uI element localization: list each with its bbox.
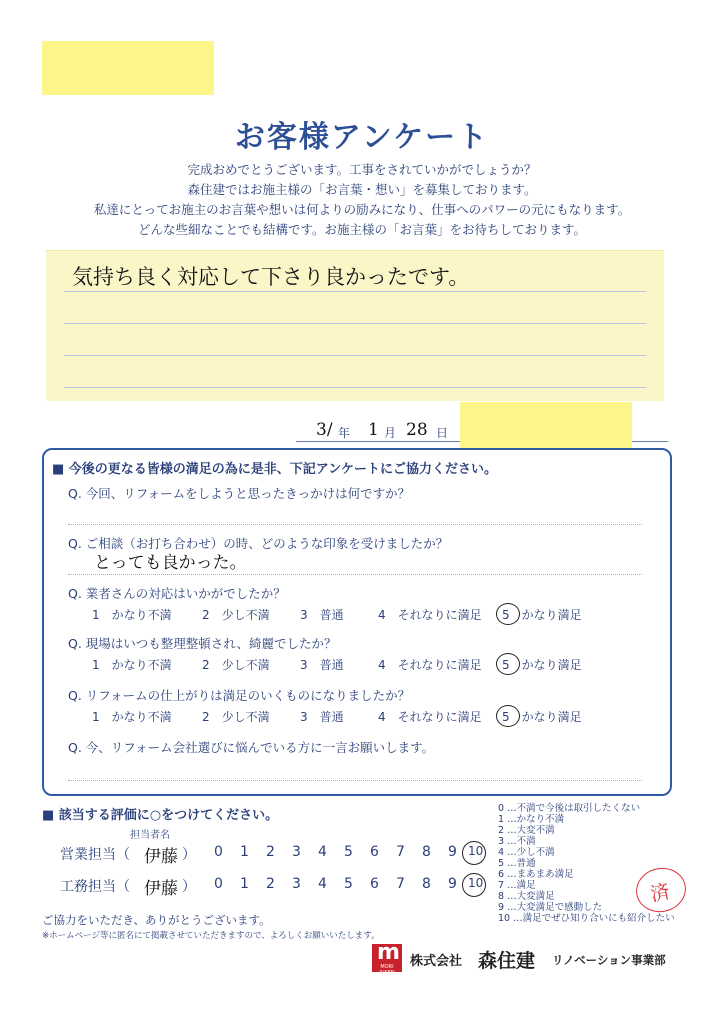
rating-number-10[interactable]: 10 [468, 876, 484, 890]
date-month-unit: 月 [384, 426, 397, 440]
rating-number-2[interactable]: 2 [266, 876, 275, 892]
legend-item: 1 …かなり不満 [498, 814, 565, 825]
legend-item: 5 …普通 [498, 858, 536, 869]
rating-number-7[interactable]: 7 [396, 876, 405, 892]
date-year-unit: 年 [338, 426, 351, 440]
selected-circle-mark [462, 841, 486, 865]
rating-row-staff-name: 伊藤 [144, 847, 178, 867]
rating-number-4[interactable]: 4 [318, 876, 327, 892]
rating-numbers [214, 844, 484, 864]
rating-number-3[interactable]: 3 [292, 844, 301, 860]
legend-item: 6 …まあまあ満足 [498, 869, 574, 880]
date-day-value: 28 [406, 420, 428, 440]
option-5[interactable]: 5 かなり満足 [502, 658, 582, 672]
question-5: Q. リフォームの仕上がりは満足のいくものになりましたか？ [68, 688, 411, 703]
legend-item: 3 …不満 [498, 836, 536, 847]
intro-line-2: 森住建ではお施主様の「お言葉・想い」を募集しております。 [187, 182, 537, 197]
date-year-value: 3/ [316, 420, 333, 440]
survey-box [42, 448, 672, 796]
comment-box [46, 250, 664, 401]
thanks-text: ご協力をいただき、ありがとうございます。 [42, 913, 271, 927]
highlight-redaction-date [460, 402, 632, 454]
comment-rule [64, 323, 646, 324]
legend-item: 8 …大変満足 [498, 891, 555, 902]
option-5[interactable]: 5 かなり満足 [502, 608, 582, 622]
company-logo [372, 940, 402, 976]
rating-number-1[interactable]: 1 [240, 876, 249, 892]
legend-item: 9 …大変満足で感動した [498, 902, 603, 913]
rating-row-sales [60, 842, 484, 867]
question-1: Q. 今回、リフォームをしようと思ったきっかけは何ですか？ [68, 486, 411, 501]
rating-number-5[interactable]: 5 [344, 844, 353, 860]
option-2[interactable]: 2 少し不満 [202, 658, 270, 672]
option-4[interactable]: 4 それなりに満足 [378, 710, 482, 724]
rating-row-label: 工務担当（ [60, 879, 130, 895]
rating-number-8[interactable]: 8 [422, 844, 431, 860]
highlight-redaction-top [42, 41, 214, 95]
answer-line [68, 524, 642, 525]
question-6: Q. 今、リフォーム会社選びに悩んでいる方に一言お願いします。 [68, 740, 435, 755]
intro-line-3: 私達にとってお施主のお言葉や想いは何よりの励みになり、仕事へのパワーの元にもなります。 [93, 202, 631, 217]
option-3[interactable]: 3 普通 [300, 658, 344, 672]
selected-circle-mark [496, 603, 520, 625]
rating-number-8[interactable]: 8 [422, 876, 431, 892]
company-name: 森住建 [478, 950, 536, 972]
selected-circle-mark [462, 873, 486, 897]
question-3: Q. 業者さんの対応はいかがでしたか？ [68, 586, 286, 601]
option-2[interactable]: 2 少し不満 [202, 710, 270, 724]
stamp-text: 済 [648, 880, 672, 906]
comment-handwriting: 気持ち良く対応して下さり良かったです。 [72, 265, 470, 289]
staff-name-label: 担当者名 [130, 830, 170, 841]
rating-number-9[interactable]: 9 [448, 876, 457, 892]
option-4[interactable]: 4 それなりに満足 [378, 608, 482, 622]
answer-line [68, 574, 642, 575]
page-title: お客様アンケート [234, 120, 490, 155]
comment-rule [64, 355, 646, 356]
rating-numbers [214, 876, 484, 896]
question-3-options [92, 606, 652, 624]
question-4-options [92, 656, 652, 674]
rating-number-2[interactable]: 2 [266, 844, 275, 860]
rating-number-7[interactable]: 7 [396, 844, 405, 860]
question-2-answer: とっても良かった。 [94, 553, 247, 573]
rating-number-5[interactable]: 5 [344, 876, 353, 892]
option-1[interactable]: 1 かなり不満 [92, 658, 172, 672]
rating-number-9[interactable]: 9 [448, 844, 457, 860]
rating-row-construction [60, 874, 484, 899]
option-5[interactable]: 5 かなり満足 [502, 710, 582, 724]
answer-line [68, 780, 642, 781]
selected-circle-mark [496, 705, 520, 727]
question-5-options [92, 708, 652, 726]
option-1[interactable]: 1 かなり不満 [92, 608, 172, 622]
question-4: Q. 現場はいつも整理整頓され、綺麗でしたか？ [68, 636, 337, 651]
rating-number-4[interactable]: 4 [318, 844, 327, 860]
rating-number-6[interactable]: 6 [370, 844, 379, 860]
intro-line-4: どんな些細なことでも結構です。お施主様の「お言葉」をお待ちしております。 [137, 222, 586, 237]
legend-item: 4 …少し不満 [498, 847, 555, 858]
intro-line-1: 完成おめでとうございます。工事をされていかがでしょうか？ [187, 162, 537, 177]
company-prefix: 株式会社 [410, 954, 463, 969]
legend-item: 2 …大変不満 [498, 825, 555, 836]
footnote-text: ※ホームページ等に匿名にて掲載させていただきますので、よろしくお願いいたします。 [42, 931, 380, 941]
option-1[interactable]: 1 かなり不満 [92, 710, 172, 724]
option-3[interactable]: 3 普通 [300, 608, 344, 622]
legend-item: 0 …不満で今後は取引したくない [498, 803, 641, 814]
rating-number-3[interactable]: 3 [292, 876, 301, 892]
selected-circle-mark [496, 653, 520, 675]
date-month-value: 1 [368, 420, 379, 440]
rating-number-6[interactable]: 6 [370, 876, 379, 892]
rating-row-staff-name: 伊藤 [144, 879, 178, 899]
comment-rule [64, 291, 646, 292]
option-2[interactable]: 2 少し不満 [202, 608, 270, 622]
option-4[interactable]: 4 それなりに満足 [378, 658, 482, 672]
legend-item: 7 …満足 [498, 880, 536, 891]
rating-row-label: 営業担当（ [60, 847, 130, 863]
date-day-unit: 日 [436, 426, 449, 440]
rating-row-close: ） [182, 847, 196, 863]
comment-rule [64, 387, 646, 388]
rating-number-10[interactable]: 10 [468, 844, 484, 858]
survey-heading: ■ 今後の更なる皆様の満足の為に是非、下記アンケートにご協力ください。 [52, 462, 498, 477]
rating-heading: ■ 該当する評価に○をつけてください。 [42, 808, 279, 823]
rating-number-1[interactable]: 1 [240, 844, 249, 860]
rating-number-0[interactable]: 0 [214, 876, 223, 892]
logo-letter: m [377, 940, 400, 965]
rating-row-close: ） [182, 879, 196, 895]
option-3[interactable]: 3 普通 [300, 710, 344, 724]
logo-caption: MORI JUKEN [379, 964, 395, 976]
company-dept: リノベーション事業部 [552, 953, 666, 967]
rating-number-0[interactable]: 0 [214, 844, 223, 860]
question-2: Q. ご相談（お打ち合わせ）の時、どのような印象を受けましたか？ [68, 536, 449, 551]
legend-item: 10 …満足でぜひ知り合いにも紹介したい [498, 913, 675, 924]
